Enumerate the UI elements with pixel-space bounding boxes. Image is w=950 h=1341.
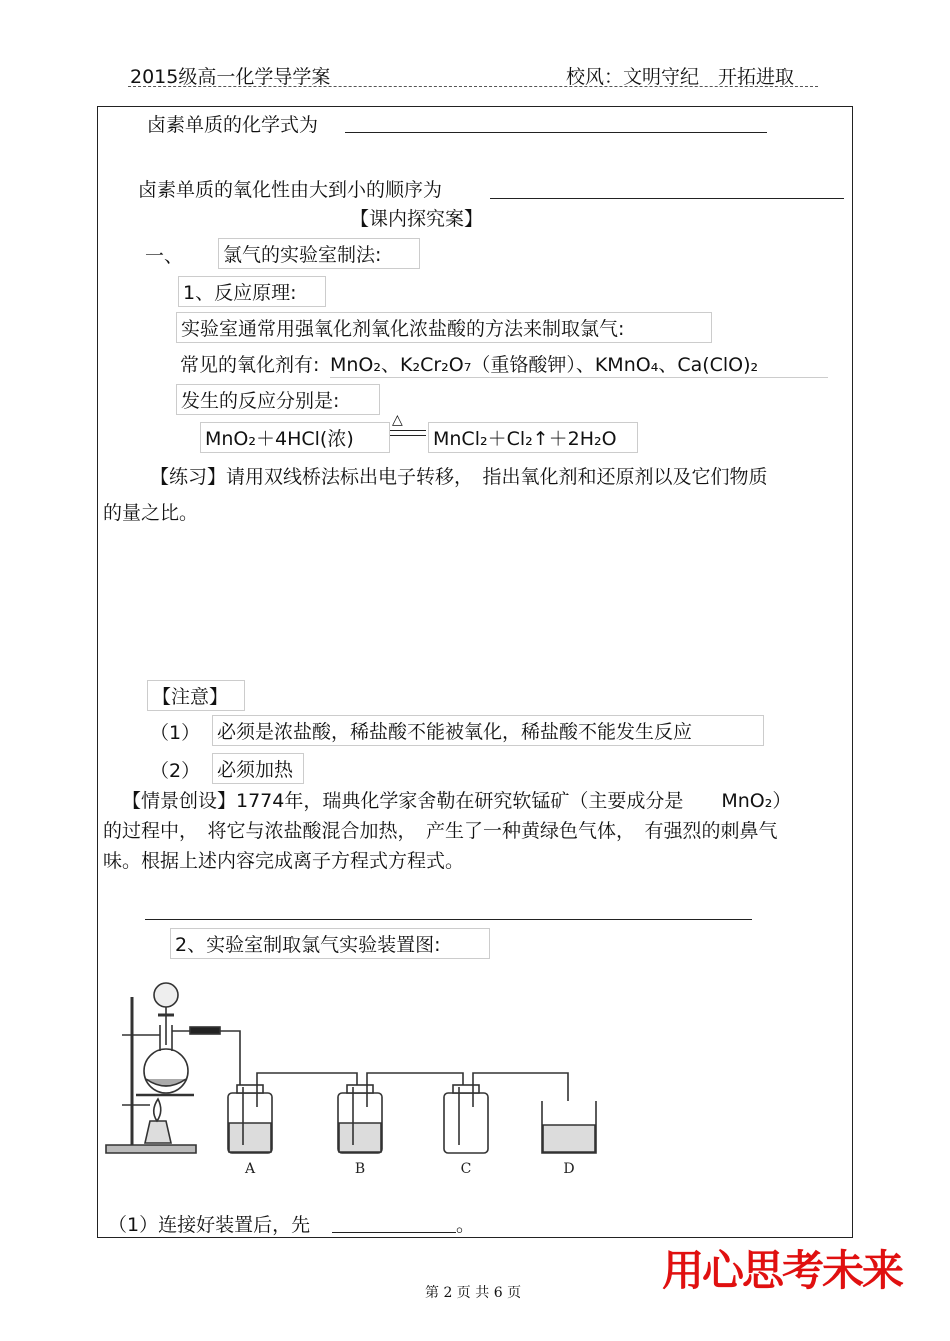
part1-number: 一、 xyxy=(145,245,184,267)
oxidizers-prefix: 常见的氧化剂有: xyxy=(180,354,320,376)
answer-line-question-1 xyxy=(332,1232,456,1233)
note-1-text: 必须是浓盐酸，稀盐酸不能被氧化，稀盐酸不能发生反应 xyxy=(212,715,764,746)
note-title: 【注意】 xyxy=(147,680,245,711)
section-title: 【课内探究案】 xyxy=(350,208,484,230)
header-divider xyxy=(128,86,818,87)
calligraphy-stamp: 用心思考未来 xyxy=(662,1246,903,1295)
practice-line-1: 【练习】请用双线桥法标出电子转移， 指出氧化剂和还原剂以及它们物质 xyxy=(150,466,768,488)
equation-products: MnCl₂＋Cl₂↑＋2H₂O xyxy=(428,422,638,453)
question-1-text: （1）连接好装置后，先 xyxy=(108,1214,311,1236)
heat-condition-symbol: △ xyxy=(392,412,403,428)
note-2-number: （2） xyxy=(150,760,201,782)
equation-equals-bottom xyxy=(390,435,426,436)
apparatus-label-a: A xyxy=(244,1161,256,1177)
chlorine-apparatus-diagram xyxy=(100,975,620,1185)
apparatus-label-b: B xyxy=(354,1161,366,1177)
page-footer: 第 2 页 共 6 页 xyxy=(425,1285,522,1301)
apparatus-title: 2、实验室制取氯气实验装置图: xyxy=(170,928,490,959)
practice-line-2: 的量之比。 xyxy=(103,502,199,524)
header-motto: 校风：文明守纪 开拓进取 xyxy=(566,66,795,88)
reactions-intro: 发生的反应分别是: xyxy=(176,384,380,415)
halogen-formula-prompt: 卤素单质的化学式为 xyxy=(147,114,319,136)
equation-equals-top xyxy=(390,430,426,431)
header-title: 2015级高一化学导学案 xyxy=(130,66,331,88)
principle-title: 1、反应原理: xyxy=(178,276,326,307)
scenario-line-2: 的过程中， 将它与浓盐酸混合加热， 产生了一种黄绿色气体， 有强烈的刺鼻气 xyxy=(103,820,778,842)
apparatus-label-d: D xyxy=(563,1161,575,1177)
equation-reactants: MnO₂＋4HCl(浓) xyxy=(200,422,390,453)
answer-line-order xyxy=(490,198,844,199)
halogen-order-prompt: 卤素单质的氧化性由大到小的顺序为 xyxy=(138,179,443,201)
answer-line-formula xyxy=(345,132,767,133)
note-1-number: （1） xyxy=(150,722,201,744)
scenario-line-3: 味。根据上述内容完成离子方程式方程式。 xyxy=(103,850,465,872)
apparatus-label-c: C xyxy=(460,1161,472,1177)
note-2-text: 必须加热 xyxy=(212,753,304,784)
principle-description: 实验室通常用强氧化剂氧化浓盐酸的方法来制取氯气: xyxy=(176,312,712,343)
oxidizers-list: MnO₂、K₂Cr₂O₇（重铬酸钾）、KMnO₄、Ca(ClO)₂ xyxy=(330,350,828,378)
question-1-end: 。 xyxy=(456,1214,476,1236)
scenario-line-1: 【情景创设】1774年，瑞典化学家舍勒在研究软锰矿（主要成分是 MnO₂） xyxy=(122,790,792,812)
part1-title: 氯气的实验室制法: xyxy=(218,238,420,269)
answer-line-ionic-equation xyxy=(145,919,752,920)
